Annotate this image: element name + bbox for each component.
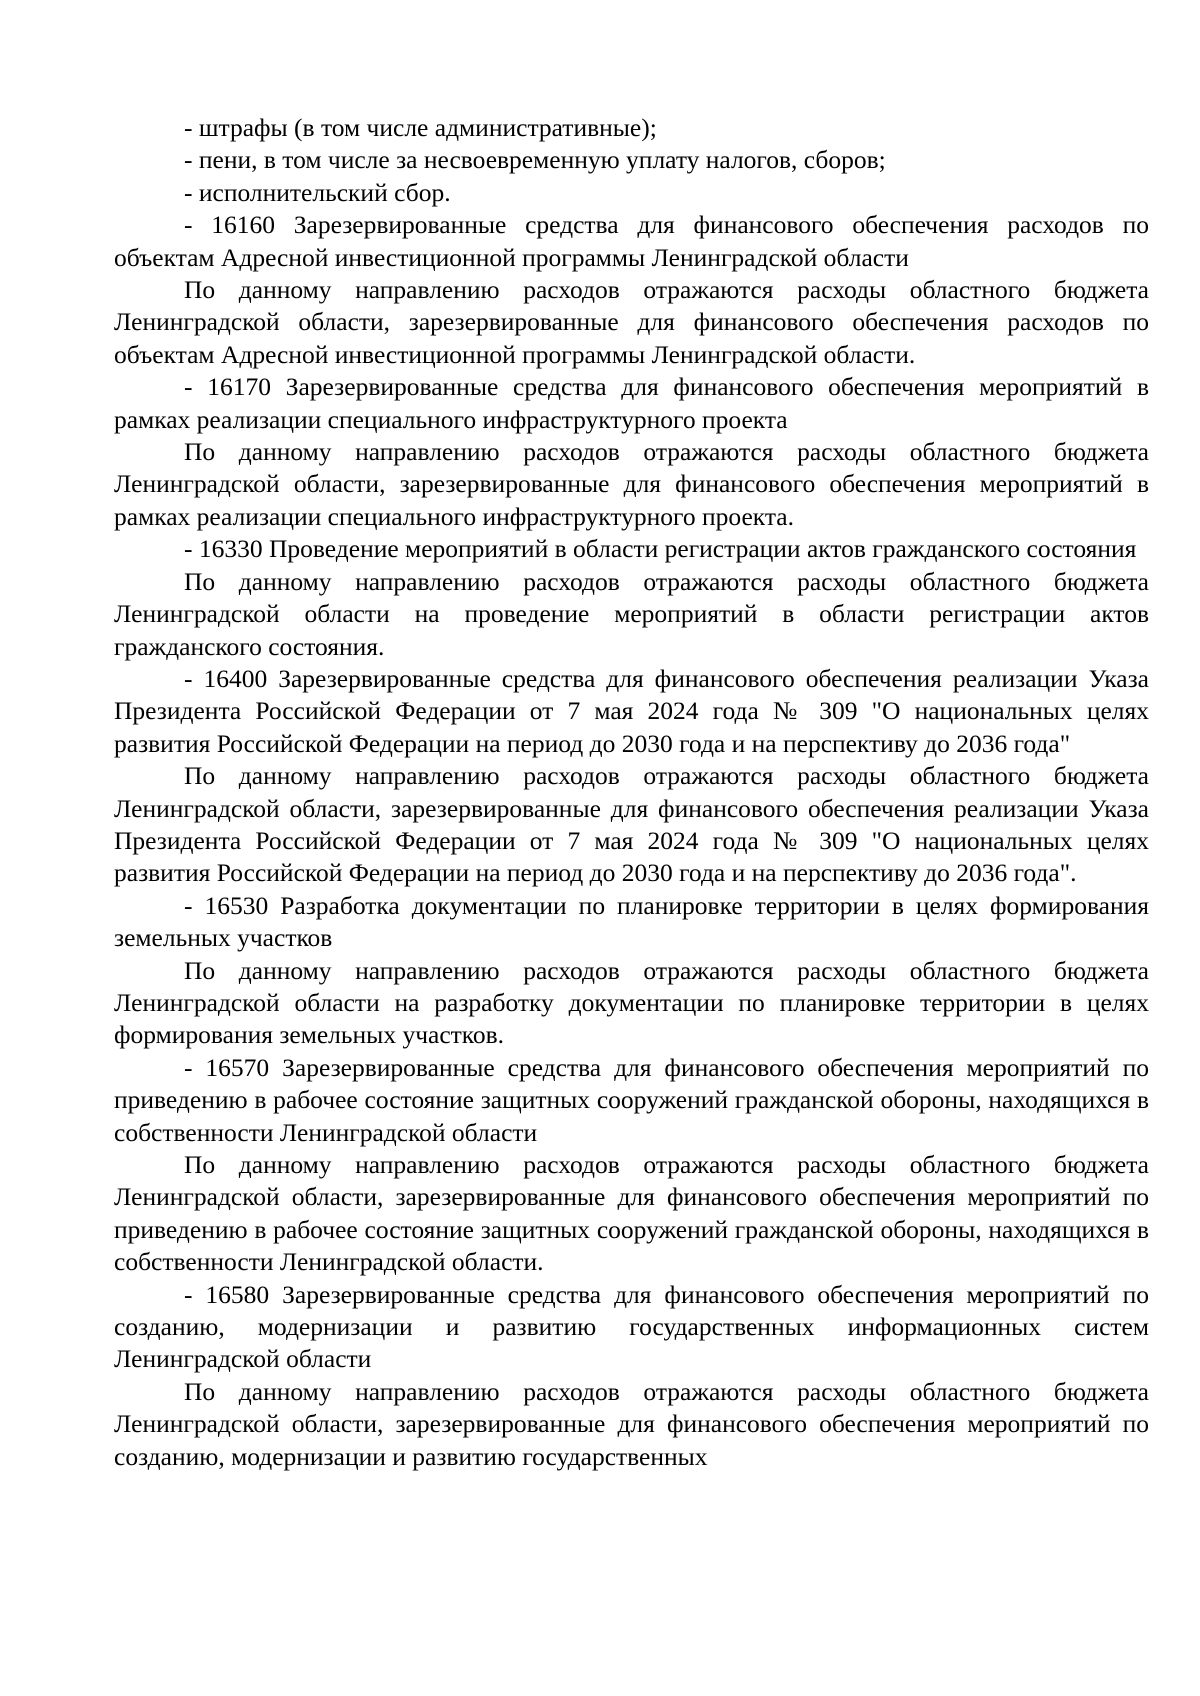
expense-description-16400: По данному направлению расходов отражаются расходы областного бюджета Ленинградской области, зарезервированные для финансового обеспечения реализации Указа Президента Российской Федерации от 7 мая 2024 года № 309 "О национальных целях развития Российской Федерации на период до 2030 года и на перспективу до 2036 года". (114, 761, 1149, 888)
expense-description-16570: По данному направлению расходов отражаются расходы областного бюджета Ленинградской области, зарезервированные для финансового обеспечения мероприятий по приведению в рабочее состояние защитных сооружений гражданской обороны, находящихся в собственности Ленинградской области. (114, 1150, 1149, 1277)
expense-heading-16580: - 16580 Зарезервированные средства для финансового обеспечения мероприятий по созданию, модернизации и развитию государственных информационных систем Ленинградской области (114, 1279, 1149, 1374)
expense-heading-16170: - 16170 Зарезервированные средства для финансового обеспечения мероприятий в рамках реализации специального инфраструктурного проекта (114, 372, 1149, 434)
expense-heading-16160: - 16160 Зарезервированные средства для финансового обеспечения расходов по объектам Адресной инвестиционной программы Ленинградской области (114, 210, 1149, 272)
list-item-enforcement-fee: - исполнительский сбор. (184, 177, 451, 207)
expense-heading-16530: - 16530 Разработка документации по планировке территории в целях формирования земельных участков (114, 890, 1149, 953)
expense-heading-16570: - 16570 Зарезервированные средства для финансового обеспечения мероприятий по приведению в рабочее состояние защитных сооружений гражданской обороны, находящихся в собственности Ленинградской области (114, 1052, 1149, 1147)
document-body (114, 112, 1149, 1473)
list-item-penalties: - пени, в том числе за несвоевременную уплату налогов, сборов; (184, 145, 886, 175)
expense-description-16330: По данному направлению расходов отражаются расходы областного бюджета Ленинградской области на проведение мероприятий в области регистрации актов гражданского состояния. (114, 566, 1149, 661)
expense-description-16580: По данному направлению расходов отражаются расходы областного бюджета Ленинградской области, зарезервированные для финансового обеспечения мероприятий по созданию, модернизации и развитию государственных (114, 1376, 1149, 1471)
expense-description-16530: По данному направлению расходов отражаются расходы областного бюджета Ленинградской области на разработку документации по планировке территории в целях формирования земельных участков. (114, 955, 1149, 1050)
expense-description-16160: По данному направлению расходов отражаются расходы областного бюджета Ленинградской области, зарезервированные для финансового обеспечения расходов по объектам Адресной инвестиционной программы Ленинградской области. (114, 275, 1149, 369)
expense-heading-16400: - 16400 Зарезервированные средства для финансового обеспечения реализации Указа Президента Российской Федерации от 7 мая 2024 года № 309 "О национальных целях развития Российской Федерации на период до 2030 года и на перспективу до 2036 года" (114, 663, 1149, 758)
expense-heading-16330: - 16330 Проведение мероприятий в области регистрации актов гражданского состояния (184, 534, 1137, 564)
expense-description-16170: По данному направлению расходов отражаются расходы областного бюджета Ленинградской области, зарезервированные для финансового обеспечения мероприятий в рамках реализации специального инфраструктурного проекта. (114, 437, 1149, 531)
list-item-fines: - штрафы (в том числе административные); (184, 113, 657, 142)
